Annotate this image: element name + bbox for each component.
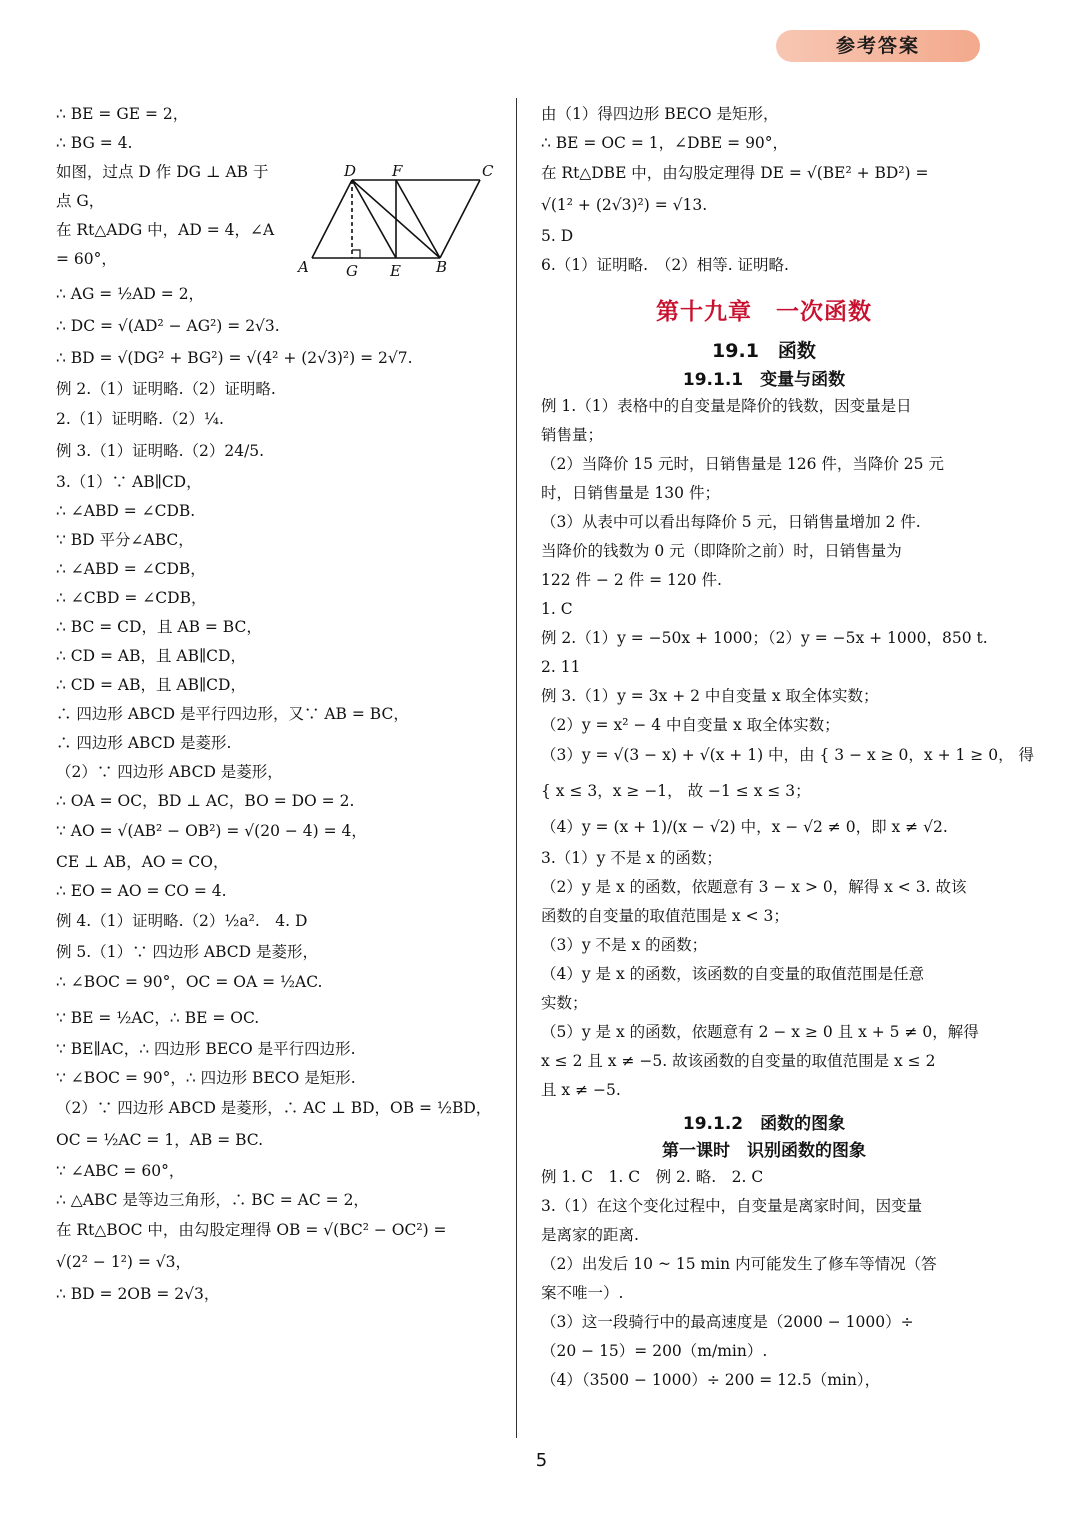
text-line: 2.（1）证明略.（2）¼. — [56, 410, 224, 428]
text-line: 例 3.（1）证明略.（2）24/5. — [56, 442, 265, 460]
subsection-title: 19.1.2 函数的图象 — [682, 1114, 846, 1134]
text-line: 3.（1）∵ AB∥CD， — [56, 473, 202, 491]
text-line: ∴ AG = ½AD = 2， — [56, 285, 205, 303]
segment-de — [352, 180, 396, 258]
text-line: ∵ BE = ½AC，∴ BE = OC. — [56, 1009, 260, 1027]
text-line: （5）y 是 x 的函数，依题意有 2 − x ≥ 0 且 x + 5 ≠ 0，解得 — [541, 1023, 979, 1041]
text-line: 6.（1）证明略. （2）相等. 证明略. — [541, 256, 789, 274]
column-divider — [516, 98, 517, 1438]
text-line: （20 − 15）= 200（m/min）. — [541, 1342, 768, 1360]
text-line: 例 3.（1）y = 3x + 2 中自变量 x 取全体实数； — [541, 687, 879, 705]
text-line: 函数的自变量的取值范围是 x < 3； — [541, 907, 789, 925]
text-line: 例 5.（1）∵ 四边形 ABCD 是菱形， — [56, 943, 319, 961]
segment-fb — [396, 180, 440, 258]
text-line: ∴ ∠CBD = ∠CDB， — [56, 589, 207, 607]
text-line: 例 4.（1）证明略.（2）½a². 4. D — [56, 912, 308, 930]
text-line: 例 1.（1）表格中的自变量是降价的钱数，因变量是日 — [541, 397, 912, 415]
label-g: G — [346, 262, 358, 280]
text-line: （3）从表中可以看出每降价 5 元，日销售量增加 2 件. — [541, 513, 921, 531]
text-line: ∵ BD 平分∠ABC， — [56, 531, 194, 549]
text-line: √(1² + (2√3)²) = √13. — [541, 196, 708, 214]
text-line: 例 2.（1）y = −50x + 1000；（2）y = −5x + 1000，850 t. — [541, 629, 988, 647]
text-line: = 60°， — [56, 250, 117, 268]
text-line: （3）这一段骑行中的最高速度是（2000 − 1000）÷ — [541, 1313, 914, 1331]
label-b: B — [436, 258, 448, 276]
text-line: ∴ BE = OC = 1，∠DBE = 90°， — [541, 134, 789, 152]
text-line: ∴ BE = GE = 2， — [56, 105, 189, 123]
label-f: F — [392, 162, 403, 180]
text-line: ∴ ∠ABD = ∠CDB. — [56, 502, 196, 520]
text-line: √(2² − 1²) = √3， — [56, 1253, 192, 1271]
section-title: 19.1 函数 — [712, 340, 816, 362]
text-line: ∴ CD = AB，且 AB∥CD， — [56, 647, 246, 665]
text-line: ∴ BC = CD，且 AB = BC， — [56, 618, 262, 636]
text-line: ∴ DC = √(AD² − AG²) = 2√3. — [56, 317, 280, 335]
text-line: 例 2.（1）证明略.（2）证明略. — [56, 380, 276, 398]
label-e: E — [390, 262, 401, 280]
text-line: （2）∵ 四边形 ABCD 是菱形， — [56, 763, 283, 781]
text-line: ∴ OA = OC，BD ⊥ AC，BO = DO = 2. — [56, 792, 355, 810]
text-line: （2）y = x² − 4 中自变量 x 取全体实数； — [541, 716, 840, 734]
label-a: A — [298, 258, 309, 276]
text-line: 在 Rt△BOC 中，由勾股定理得 OB = √(BC² − OC²) = — [56, 1221, 447, 1239]
right-column — [541, 104, 1034, 1399]
text-line: （2）y 是 x 的函数，依题意有 3 − x > 0，解得 x < 3. 故该 — [541, 878, 967, 896]
text-line: 是离家的距离. — [541, 1226, 639, 1244]
text-line: ∴ 四边形 ABCD 是菱形. — [56, 734, 232, 752]
label-d: D — [344, 162, 357, 180]
text-line: 由（1）得四边形 BECO 是矩形， — [541, 105, 779, 123]
subsection-title: 19.1.1 变量与函数 — [682, 370, 846, 390]
text-line: 2. 11 — [541, 658, 581, 676]
answer-key-badge: 参考答案 — [776, 30, 980, 62]
text-line: ∴ CD = AB，且 AB∥CD， — [56, 676, 246, 694]
text-line: 122 件 − 2 件 = 120 件. — [541, 571, 722, 589]
text-line: CE ⊥ AB，AO = CO， — [56, 853, 229, 871]
text-line: ∵ ∠ABC = 60°， — [56, 1162, 185, 1180]
text-line: （4）y 是 x 的函数，该函数的自变量的取值范围是任意 — [541, 965, 925, 983]
text-line: 且 x ≠ −5. — [541, 1081, 621, 1099]
text-line: （3）y = √(3 − x) + √(x + 1) 中，由 { 3 − x ≥ 0，x + 1 ≥ 0， 得 — [541, 746, 1034, 764]
lesson-title: 第一课时 识别函数的图象 — [662, 1141, 866, 1161]
text-line: （2）当降价 15 元时，日销售量是 126 件，当降价 25 元 — [541, 455, 944, 473]
text-line: 案不唯一）. — [541, 1284, 624, 1302]
text-line: { x ≤ 3，x ≥ −1， 故 −1 ≤ x ≤ 3； — [541, 782, 811, 800]
text-line: （2）出发后 10 ~ 15 min 内可能发生了修车等情况（答 — [541, 1255, 937, 1273]
text-line: ∴ △ABC 是等边三角形，∴ BC = AC = 2， — [56, 1191, 369, 1209]
text-line: 3.（1）在这个变化过程中，自变量是离家时间，因变量 — [541, 1197, 923, 1215]
text-line: （4）（3500 − 1000）÷ 200 = 12.5（min）， — [541, 1371, 881, 1389]
text-line: OC = ½AC = 1，AB = BC. — [56, 1131, 264, 1149]
text-line: 时，日销售量是 130 件； — [541, 484, 720, 502]
text-line: 当降价的钱数为 0 元（即降阶之前）时，日销售量为 — [541, 542, 902, 560]
page-number: 5 — [535, 1450, 548, 1471]
text-line: x ≤ 2 且 x ≠ −5. 故该函数的自变量的取值范围是 x ≤ 2 — [541, 1052, 936, 1070]
text-line: 销售量； — [541, 426, 604, 444]
text-line: ∵ BE∥AC，∴ 四边形 BECO 是平行四边形. — [56, 1040, 356, 1058]
text-line: ∴ BD = 2OB = 2√3， — [56, 1285, 220, 1303]
text-line: 5. D — [541, 227, 574, 245]
text-line: ∴ BD = √(DG² + BG²) = √(4² + (2√3)²) = 2√7. — [56, 349, 413, 367]
text-line: ∵ AO = √(AB² − OB²) = √(20 − 4) = 4， — [56, 822, 367, 840]
edge-ad — [312, 180, 352, 258]
text-line: 在 Rt△ADG 中，AD = 4，∠A — [56, 221, 275, 239]
text-line: （3）y 不是 x 的函数； — [541, 936, 708, 954]
text-line: 3.（1）y 不是 x 的函数； — [541, 849, 722, 867]
text-line: （4）y = (x + 1)/(x − √2) 中，x − √2 ≠ 0，即 x ≠ √2. — [541, 818, 948, 836]
left-column — [56, 104, 504, 1315]
text-line: （2）∵ 四边形 ABCD 是菱形，∴ AC ⊥ BD，OB = ½BD， — [56, 1099, 492, 1117]
text-line: ∴ ∠BOC = 90°，OC = OA = ½AC. — [56, 973, 323, 991]
text-line: 1. C — [541, 600, 573, 618]
text-line: ∴ EO = AO = CO = 4. — [56, 882, 227, 900]
text-line: 在 Rt△DBE 中，由勾股定理得 DE = √(BE² + BD²) = — [541, 164, 929, 182]
text-line: ∵ ∠BOC = 90°，∴ 四边形 BECO 是矩形. — [56, 1069, 356, 1087]
text-line: 点 G， — [56, 192, 105, 210]
label-c: C — [482, 162, 494, 180]
chapter-title: 第十九章 一次函数 — [656, 299, 872, 325]
text-line: 如图，过点 D 作 DG ⊥ AB 于 — [56, 163, 269, 181]
edge-bc — [440, 180, 480, 258]
text-line: ∴ BG = 4. — [56, 134, 133, 152]
parallelogram-diagram — [290, 158, 500, 280]
text-line: 实数； — [541, 994, 588, 1012]
text-line: 例 1. C 1. C 例 2. 略. 2. C — [541, 1168, 764, 1186]
text-line: ∴ ∠ABD = ∠CDB， — [56, 560, 206, 578]
text-line: ∴ 四边形 ABCD 是平行四边形，又∵ AB = BC， — [56, 705, 409, 723]
right-angle-mark — [352, 250, 360, 258]
